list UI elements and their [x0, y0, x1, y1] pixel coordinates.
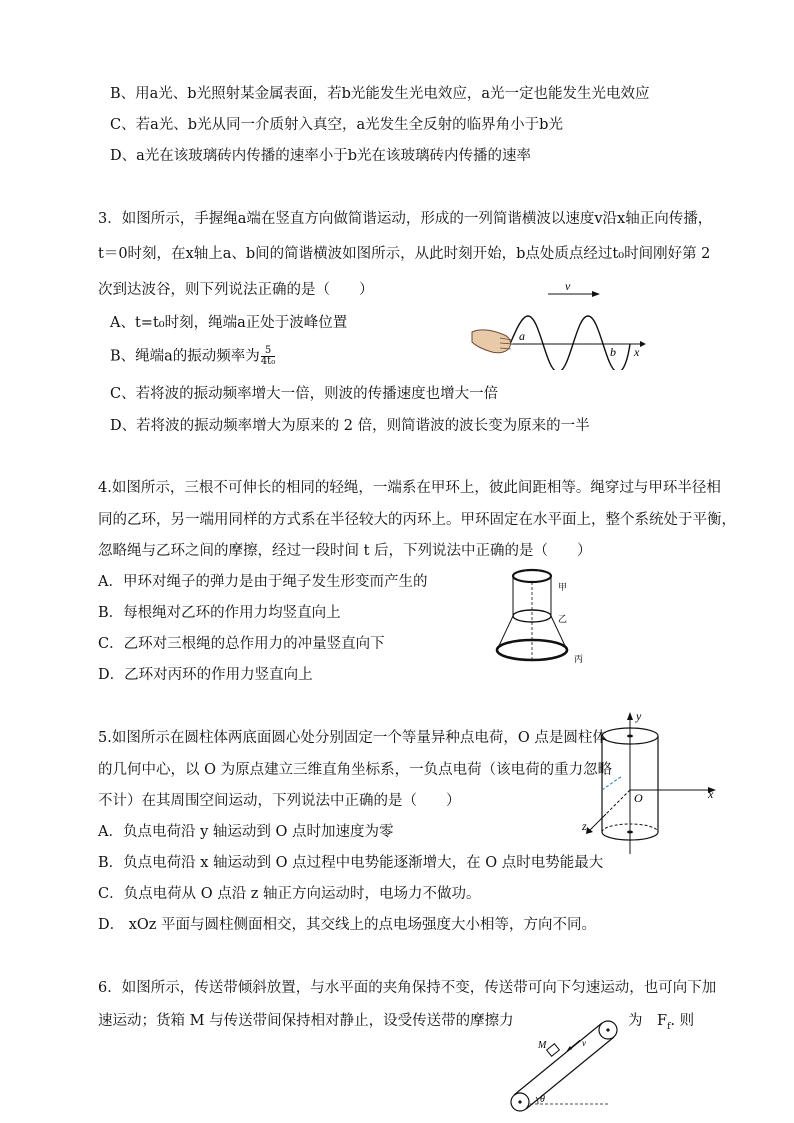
q3-label-v: v	[565, 280, 571, 293]
q6-conveyor-figure	[500, 1016, 640, 1116]
hand-icon	[472, 330, 513, 353]
q3-option-b-fraction	[261, 346, 275, 367]
q3-fraction-denominator: 4t₀	[260, 356, 276, 367]
q5-z-axis-hidden	[606, 790, 630, 814]
q2-option-c: C、若a光、b光从同一介质射入真空，a光发生全反射的临界角小于b光	[110, 117, 563, 133]
q5-label-z: z	[582, 819, 587, 833]
q5-cylinder-figure	[578, 706, 728, 862]
q4-option-d: D．乙环对丙环的作用力竖直向上	[98, 667, 313, 683]
q5-bottom-charge	[627, 831, 633, 834]
q4-option-a: A．甲环对绳子的弹力是由于绳子发生形变而产生的	[98, 574, 428, 590]
q4-option-b: B．每根绳对乙环的作用力均竖直向上	[98, 605, 341, 621]
q5-stem-line3: 不计）在其周围空间运动，下列说法中正确的是（ ）	[98, 793, 461, 809]
q2-option-b: B、用a光、b光照射某金属表面，若b光能发生光电效应，a光一定也能发生光电效应	[110, 86, 650, 102]
q4-stem-line3: 忽略绳与乙环之间的摩擦，经过一段时间 t 后，下列说法中正确的是（ ）	[98, 543, 592, 559]
q6-bottom-roller-axle	[518, 1100, 521, 1103]
q6-label-m: M	[538, 1040, 547, 1051]
q5-option-a: A．负点电荷沿 y 轴运动到 O 点时加速度为零	[98, 824, 394, 840]
q6-tail-subscript: f	[667, 1021, 671, 1032]
q6-stem-line1: 6．如图所示，传送带倾斜放置，与水平面的夹角保持不变，传送带可向下匀速运动，也可向下加	[98, 980, 717, 996]
q3-velocity-arrowhead	[592, 291, 600, 297]
q3-label-a: a	[519, 329, 525, 343]
q4-ring-yi	[513, 610, 551, 622]
q4-rings-figure	[492, 562, 592, 674]
q3-stem-line1: 3．如图所示，手握绳a端在竖直方向做简谐运动，形成的一列简谐横波以速度v沿x轴正向传播，	[98, 211, 713, 227]
q3-stem-line3: 次到达波谷，则下列说法正确的是（ ）	[98, 282, 374, 298]
q5-y-axis-arrowhead	[627, 712, 633, 720]
q3-wave-curve	[510, 316, 630, 370]
q3-option-a: A、t=t₀时刻，绳端a正处于波峰位置	[110, 315, 348, 331]
q4-label-yi: 乙	[558, 615, 568, 625]
q5-option-d: D． xOz 平面与圆柱侧面相交，其交线上的点电场强度大小相等，方向不同。	[98, 917, 597, 933]
q3-option-b-text: B、绳端a的振动频率为	[110, 348, 260, 365]
q5-top-charge	[627, 735, 633, 738]
q3-option-b	[110, 346, 276, 367]
q6-tail-end: . 则	[670, 1013, 695, 1029]
q6-box-m	[547, 1044, 560, 1057]
q5-stem-line1: 5.如图所示在圆柱体两底面圆心处分别固定一个等量异种点电荷，O 点是圆柱体	[98, 730, 607, 746]
q3-wave-figure	[470, 280, 650, 370]
q5-label-x: x	[708, 787, 714, 801]
q3-option-d: D、若将波的振动频率增大为原来的 2 倍，则简谐波的波长变为原来的一半	[110, 418, 590, 434]
q3-stem-line2: t＝0时刻，在x轴上a、b间的简谐横波如图所示，从此时刻开始，b点处质点经过t₀时间刚好第 2	[98, 246, 711, 262]
q5-z-axis	[590, 814, 606, 830]
q5-option-b: B．负点电荷沿 x 轴运动到 O 点过程中电势能逐渐增大，在 O 点时电势能最大	[98, 855, 604, 871]
q3-option-c: C、若将波的振动频率增大一倍，则波的传播速度也增大一倍	[110, 386, 499, 402]
q6-label-theta: θ	[540, 1094, 545, 1105]
q2-option-d: D、a光在该玻璃砖内传播的速率小于b光在该玻璃砖内传播的速率	[110, 148, 532, 164]
q4-stem-line2: 同的乙环，另一端用同样的方式系在半径较大的丙环上。甲环固定在水平面上，整个系统处于平衡，	[98, 512, 736, 528]
q5-label-y: y	[636, 709, 642, 723]
q4-label-bing: 丙	[574, 655, 584, 665]
q3-fraction-numerator: 5	[261, 346, 275, 357]
q4-option-c: C．乙环对三根绳的总作用力的冲量竖直向下	[98, 636, 385, 652]
q4-ring-jia	[513, 570, 551, 582]
q6-label-v: v	[582, 1038, 586, 1048]
q6-belt-upper	[514, 1023, 602, 1095]
q5-label-o: O	[634, 791, 643, 805]
q5-stem-line2: 的几何中心，以 O 为原点建立三维直角坐标系，一负点电荷（该电荷的重力忽略	[98, 762, 613, 778]
q6-stem-line2: 速运动；货箱 M 与传送带间保持相对静止，设受传送带的摩擦力	[98, 1013, 514, 1029]
q6-tail-text: 为 F	[628, 1013, 668, 1029]
q5-option-c: C．负点电荷从 O 点沿 z 轴正方向运动时，电场力不做功。	[98, 886, 481, 902]
q5-section-line	[602, 776, 622, 790]
q4-label-jia: 甲	[558, 583, 568, 593]
q3-label-b: b	[610, 345, 616, 359]
q6-top-roller-axle	[606, 1028, 609, 1031]
q3-x-axis-arrowhead	[640, 341, 646, 347]
q3-label-x: x	[634, 345, 640, 359]
q4-stem-line1: 4.如图所示，三根不可伸长的相同的轻绳，一端系在甲环上，彼此间距相等。绳穿过与甲环半径相	[98, 480, 721, 496]
